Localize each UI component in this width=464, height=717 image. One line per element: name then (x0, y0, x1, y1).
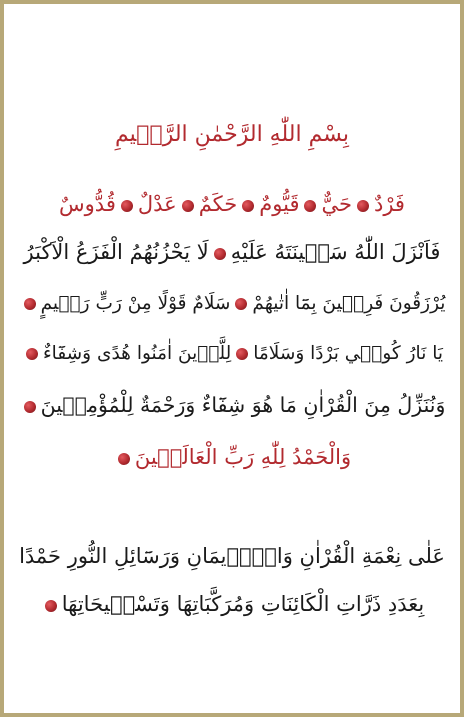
name-qayyum: قَيُّومٌ (259, 192, 300, 216)
dot-icon (357, 200, 369, 212)
dot-icon (118, 453, 130, 465)
verse-line-5 (18, 385, 446, 425)
basmala-heading: بِسْمِ اللّٰهِ الرَّحْمٰنِ الرَّح۪يمِ (115, 122, 349, 147)
verse-segment: لِلَّذ۪ينَ اٰمَنُوا هُدًى وَشِفَٓاءٌ (42, 343, 232, 364)
dot-icon (24, 401, 36, 413)
verse-segment: لَا يَحْزُنُهُمُ الْفَزَعُ الْاَكْبَرُ (23, 240, 209, 264)
verse-segment: يَا نَارُ كُون۪ي بَرْدًا وَسَلَامًا (253, 343, 444, 364)
verse-segment: عَلٰى نِعْمَةِ الْقُرْاٰنِ وَالْا۪يمَانِ وَرَسَٓائِلِ النُّورِ حَمْدًا (19, 544, 445, 568)
dot-icon (236, 348, 248, 360)
verse-line-3 (18, 284, 446, 324)
hamd-line (18, 437, 446, 477)
dot-icon (242, 200, 254, 212)
dot-icon (304, 200, 316, 212)
dot-icon (235, 298, 247, 310)
verse-segment: وَالْحَمْدُ لِلّٰهِ رَبِّ الْعَالَم۪ينَ (134, 445, 352, 469)
verse-segment: فَاَنْزَلَ اللّٰهُ سَك۪ينَتَهُ عَلَيْهِ (230, 240, 441, 264)
name-fard: فَرْدٌ (373, 192, 405, 216)
verse-segment: سَلَامٌ قَوْلًا مِنْ رَبٍّ رَح۪يمٍ (40, 293, 231, 314)
dua-line-1 (18, 536, 446, 576)
name-adl: عَدْلٌ (137, 192, 177, 216)
dot-icon (121, 200, 133, 212)
dot-icon (26, 348, 38, 360)
dot-icon (182, 200, 194, 212)
dot-icon (214, 248, 226, 260)
verse-segment: بِعَدَدِ ذَرَّاتِ الْكَائِنَاتِ وَمُرَكَّبَاتِهَا وَتَسْب۪يحَاتِهَا (61, 592, 425, 616)
name-hayy: حَيٌّ (321, 192, 352, 216)
verse-segment: يُرْزَقُونَ فَرِح۪ينَ بِمَٓا اٰتٰيهُمْ (252, 293, 446, 314)
verse-line-4 (18, 334, 446, 374)
dot-icon (24, 298, 36, 310)
verse-line-2 (18, 232, 446, 272)
verse-segment: وَنُنَزِّلُ مِنَ الْقُرْاٰنِ مَا هُوَ شِفَٓاءٌ وَرَحْمَةٌ لِلْمُؤْمِن۪ينَ (40, 393, 446, 417)
dot-icon (45, 600, 57, 612)
dua-line-2 (18, 584, 446, 624)
names-line (18, 184, 446, 224)
name-hakam: حَكَمٌ (198, 192, 238, 216)
name-quddus: قُدُّوسٌ (59, 192, 116, 216)
